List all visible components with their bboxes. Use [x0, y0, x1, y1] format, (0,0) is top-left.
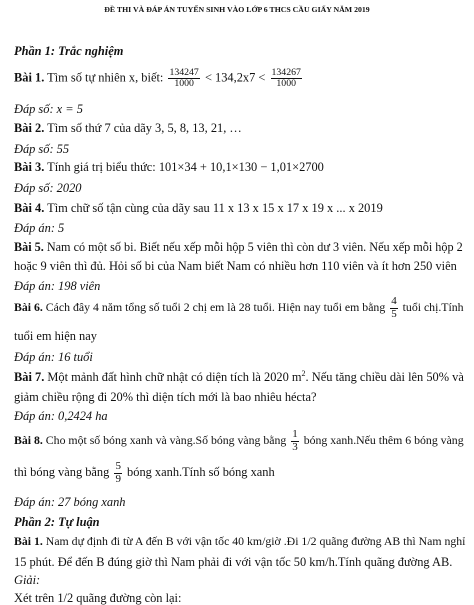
- answer-8: Đáp án: 27 bóng xanh: [14, 495, 126, 509]
- question-text: Tính giá trị biểu thức: 101×34 + 10,1×130 − 1,01×2700: [47, 160, 324, 174]
- question-8-continued: [14, 461, 275, 485]
- question-text: bóng xanh.Tính số bóng xanh: [127, 464, 275, 479]
- question-2: [14, 121, 242, 135]
- question-text: Một mảnh đất hình chữ nhật có diện tích là 2020 m: [47, 370, 302, 384]
- question-text: Tìm số thứ 7 của dãy 3, 5, 8, 13, 21, …: [47, 121, 242, 135]
- question-text: Cách đây 4 năm tổng số tuổi 2 chị em là 28 tuổi. Hiện nay tuổi em bằng: [45, 299, 386, 314]
- section-heading-part2: Phần 2: Tự luận: [14, 515, 100, 529]
- fraction: [291, 429, 299, 453]
- answer-5: Đáp án: 198 viên: [14, 279, 101, 293]
- question-label: Bài 1.: [14, 70, 45, 85]
- fraction-denominator: 3: [292, 440, 298, 453]
- question-3: [14, 160, 324, 174]
- question-label: Bài 6.: [14, 299, 43, 314]
- essay-question-1-continued: 15 phút. Để đến B đúng giờ thì Nam phải đi với vận tốc 50 km/h.Tính quãng đường AB.: [14, 555, 453, 569]
- fraction: [114, 461, 122, 485]
- question-1: [14, 68, 304, 90]
- solution-text: Xét trên 1/2 quãng đường còn lại:: [14, 591, 182, 605]
- question-text: tuổi chị.Tính: [402, 299, 464, 314]
- question-text: Tìm chữ số tận cùng của dãy sau 11 x 13 x 15 x 17 x 19 x ... x 2019: [47, 201, 383, 215]
- superscript: 2: [301, 368, 306, 378]
- fraction: [168, 68, 199, 90]
- fraction-denominator: 5: [391, 307, 397, 320]
- question-6: [14, 296, 464, 320]
- question-4: [14, 201, 383, 215]
- answer-7: Đáp án: 0,2424 ha: [14, 409, 108, 423]
- question-text: Tìm số tự nhiên x, biết:: [47, 70, 164, 85]
- essay-question-1: [14, 535, 465, 549]
- question-text: Nam dự định đi từ A đến B với vận tốc 40 km/giờ .Đi 1/2 quãng đường AB thì Nam nghỉ: [45, 534, 466, 548]
- question-label: Bài 1.: [14, 534, 43, 548]
- fraction-numerator: 4: [391, 295, 397, 307]
- question-label: Bài 4.: [14, 201, 45, 215]
- fraction-denominator: 9: [115, 472, 121, 485]
- fraction-denominator: 1000: [174, 78, 194, 90]
- question-label: Bài 8.: [14, 432, 43, 447]
- fraction-numerator: 134267: [271, 67, 301, 78]
- question-5: [14, 240, 463, 254]
- inequality-middle: < 134,2x7 <: [204, 70, 266, 85]
- question-label: Bài 7.: [14, 370, 45, 384]
- question-7-continued: giảm chiều rộng đi 20% thì diện tích mới là bao nhiêu hécta?: [14, 390, 317, 404]
- fraction: [390, 296, 398, 320]
- fraction-numerator: 1: [292, 428, 298, 440]
- fraction-numerator: 134247: [169, 67, 199, 78]
- answer-3: Đáp số: 2020: [14, 181, 82, 195]
- answer-1: Đáp số: x = 5: [14, 102, 83, 116]
- fraction-denominator: 1000: [276, 78, 296, 90]
- answer-2: Đáp số: 55: [14, 142, 70, 156]
- fraction-numerator: 5: [115, 460, 121, 472]
- question-text: Cho một số bóng xanh và vàng.Số bóng vàng bằng: [45, 432, 287, 447]
- question-label: Bài 3.: [14, 160, 45, 174]
- solution-heading: Giải:: [14, 573, 41, 587]
- question-text: Nam có một số bi. Biết nếu xếp mỗi hộp 5 viên thì còn dư 3 viên. Nếu xếp mỗi hộp 2: [46, 240, 463, 254]
- question-label: Bài 5.: [14, 240, 44, 254]
- section-heading-part1: Phần 1: Trắc nghiệm: [14, 44, 124, 58]
- question-text: thì bóng vàng bằng: [14, 464, 110, 479]
- question-text: . Nếu tăng chiều dài lên 50% và: [305, 370, 464, 384]
- fraction: [271, 68, 302, 90]
- question-5-continued: hoặc 9 viên thì đủ. Hỏi số bi của Nam biết Nam có nhiều hơn 110 viên và ít hơn 250 viên: [14, 259, 457, 273]
- question-6-continued: tuổi em hiện nay: [14, 329, 97, 343]
- question-8: [14, 429, 464, 453]
- question-label: Bài 2.: [14, 121, 45, 135]
- question-7: [14, 370, 464, 384]
- question-text: bóng xanh.Nếu thêm 6 bóng vàng: [303, 432, 464, 447]
- answer-4: Đáp án: 5: [14, 221, 65, 235]
- answer-6: Đáp án: 16 tuổi: [14, 350, 93, 364]
- page-title: ĐỀ THI VÀ ĐÁP ÁN TUYỂN SINH VÀO LỚP 6 THCS CẦU GIẤY NĂM 2019: [104, 5, 370, 14]
